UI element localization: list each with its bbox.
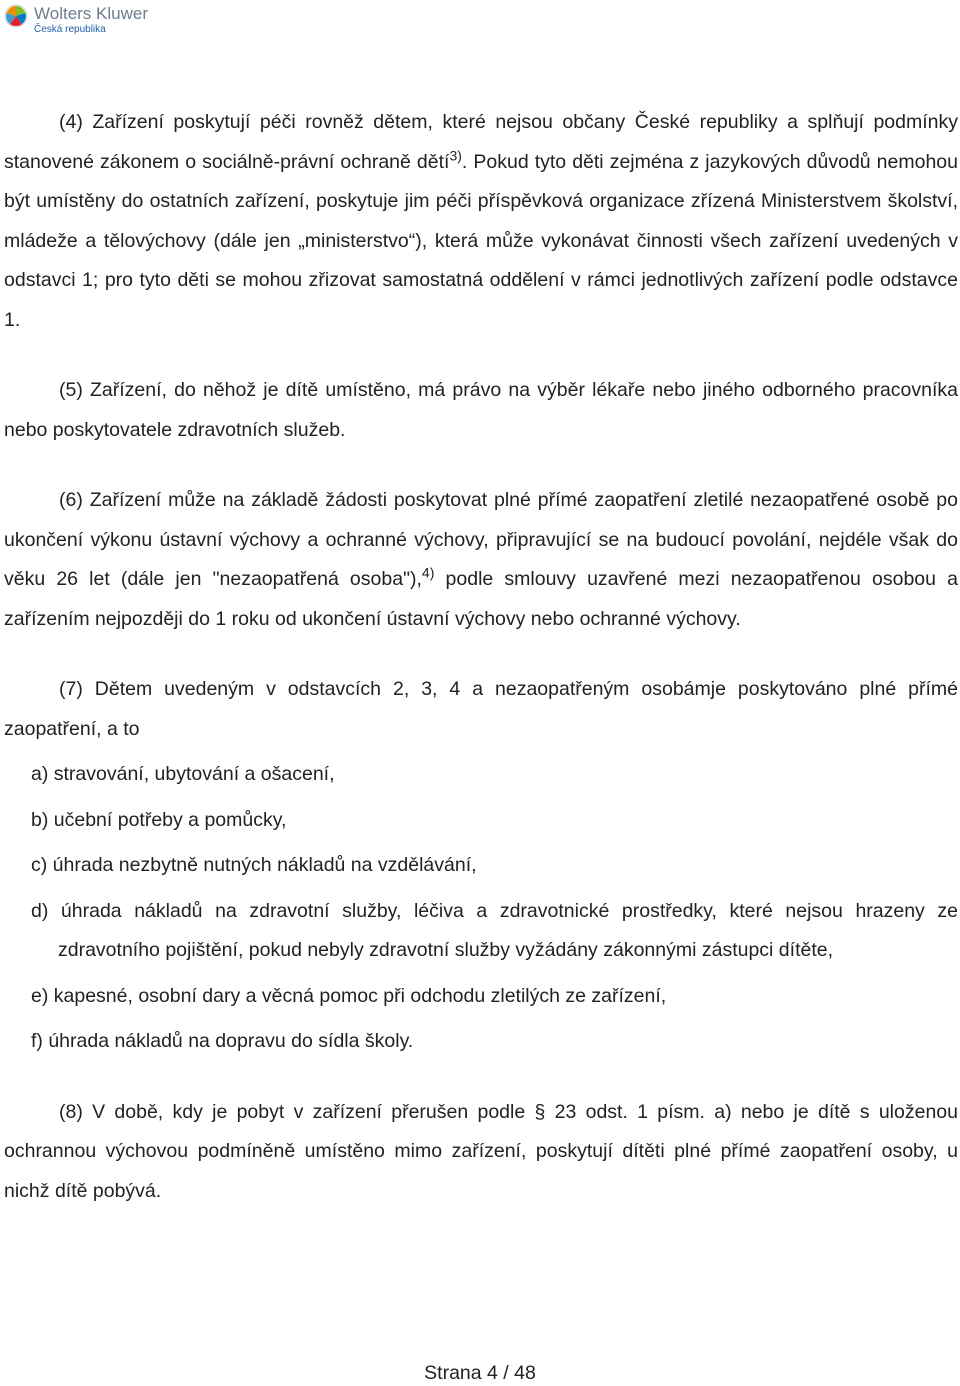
list-item-f: f) úhrada nákladů na dopravu do sídla školy.	[31, 1030, 414, 1052]
paragraph-6-text-end: podle smlouvy uzavřené mezi nezaopatřenou osobou a zařízením nejpozději do 1 roku od ukončení ústavní výchovy nebo ochranné výchovy.	[4, 568, 958, 630]
paragraph-5: (5) Zařízení, do něhož je dítě umístěno, má právo na výběr lékaře nebo jiného odborného pracovníka nebo poskytovatele zdravotních služeb.	[4, 379, 958, 441]
footnote-ref-4[interactable]: 4)	[421, 564, 435, 581]
logo-name: Wolters Kluwer	[34, 4, 148, 23]
list-item-b: b) učební potřeby a pomůcky,	[31, 808, 287, 831]
list-item-c: c) úhrada nezbytně nutných nákladů na vzdělávání,	[31, 854, 477, 876]
wolters-kluwer-logo-icon	[4, 4, 28, 28]
paragraph-4-text-start: (4) Zařízení poskytují péči rovněž dětem, které nejsou občany České republiky a splňují podmínky stanovené zákonem o sociálně-právní ochraně dětí	[4, 111, 958, 173]
footnote-ref-3[interactable]: 3)	[449, 146, 462, 163]
header-logo	[4, 4, 164, 36]
paragraph-6-text-start: (6) Zařízení může na základě žádosti poskytovat plné přímé zaopatření zletilé nezaopatřené osobě po ukončení výkonu ústavní výchovy a ochranné výchovy, připravující se na budoucí povolání, nejdéle však do věku 26 let (dále jen "nezaopatřená osoba"),	[4, 489, 958, 590]
list-item-e: e) kapesné, osobní dary a věcná pomoc při odchodu zletilých ze zařízení,	[31, 984, 667, 1007]
page-number: Strana 4 / 48	[424, 1362, 536, 1384]
paragraph-4	[4, 103, 958, 340]
logo-subtitle: Česká republika	[34, 24, 106, 35]
document-body	[4, 103, 958, 1211]
paragraph-7: (7) Dětem uvedeným v odstavcích 2, 3, 4 a nezaopatřeným osobámje poskytováno plné přímé zaopatření, a to	[4, 678, 958, 740]
paragraph-8: (8) V době, kdy je pobyt v zařízení přerušen podle § 23 odst. 1 písm. a) nebo je dítě s uloženou ochrannou výchovou podmíněně umístěno mimo zařízení, poskytují dítěti plné přímé zaopatření osoby, u nichž dítě pobývá.	[4, 1100, 958, 1202]
paragraph-4-text-end: . Pokud tyto děti zejména z jazykových důvodů nemohou být umístěny do ostatních zařízení, poskytuje jim péči příspěvková organizace zřízená Ministerstvem školství, mládeže a tělovýchovy (dále jen „ministerstvo“), která může vykonávat činnosti všech zařízení uvedených v odstavci 1; pro tyto děti se mohou zřizovat samostatná oddělení v rámci jednotlivých zařízení podle odstavce 1.	[4, 150, 958, 331]
list-item-d: d) úhrada nákladů na zdravotní služby, léčiva a zdravotnické prostředky, které nejsou hrazeny ze zdravotního pojištění, pokud nebyly zdravotní služby vyžádány zákonnými zástupci dítěte,	[31, 899, 958, 961]
list-item-a: a) stravování, ubytování a ošacení,	[31, 763, 335, 785]
paragraph-6	[4, 481, 958, 639]
